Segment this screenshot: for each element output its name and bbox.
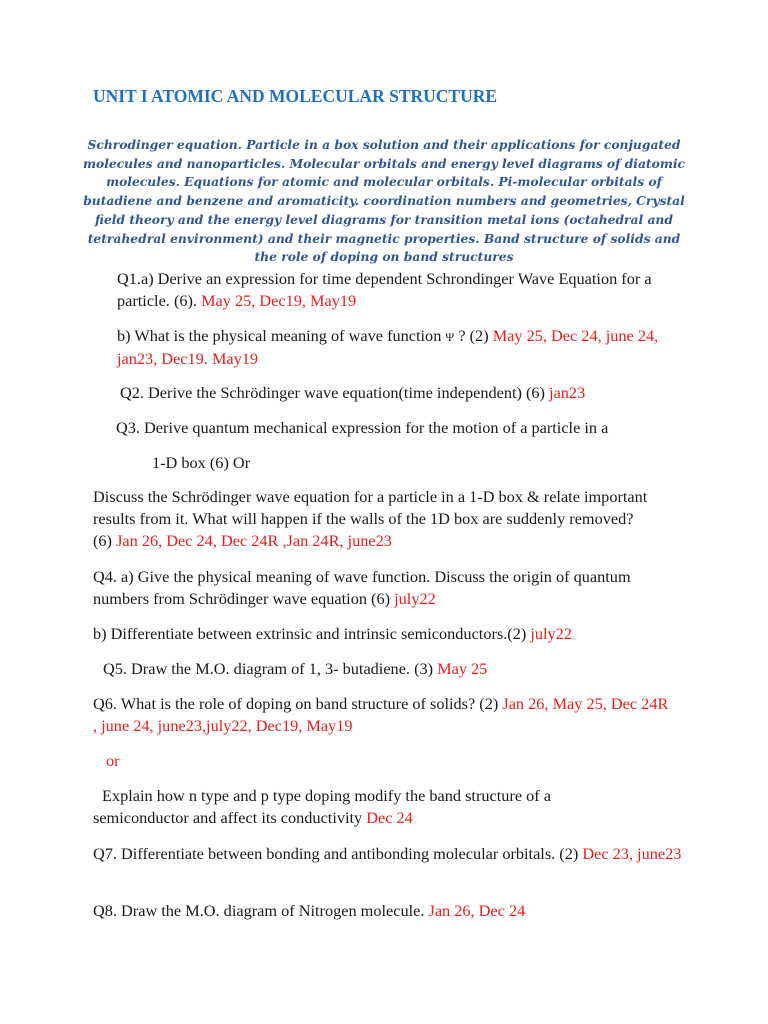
question-q1b	[117, 325, 687, 370]
question-text: Q4. a) Give the physical meaning of wave function. Discuss the origin of quantum numbers from Schrödinger wave equation (6)	[93, 567, 631, 608]
question-text: Q8. Draw the M.O. diagram of Nitrogen molecule.	[93, 901, 429, 920]
psi-symbol: Ψ	[445, 330, 455, 344]
question-text: Q7. Differentiate between bonding and antibonding molecular orbitals. (2)	[93, 844, 583, 863]
question-q3-alternative	[93, 486, 653, 552]
question-text: 1-D box (6) Or	[152, 453, 251, 472]
exam-dates: july22	[530, 624, 572, 643]
exam-dates: May 25, Dec19, May19	[201, 291, 357, 310]
exam-dates: Jan 26, May 25, Dec 24R , june 24, june23,july22, Dec19, May19	[93, 694, 669, 735]
question-q4b	[93, 623, 713, 645]
question-q6-alternative	[93, 785, 633, 829]
exam-dates: May 25, Dec 24, june 24, jan23, Dec19. May19	[117, 326, 659, 368]
question-q4a	[93, 566, 653, 610]
unit-title: UNIT I ATOMIC AND MOLECULAR STRUCTURE	[93, 86, 498, 106]
question-q8	[93, 900, 693, 922]
question-q1a	[117, 268, 657, 312]
question-q3	[116, 417, 716, 439]
question-text: Q2. Derive the Schrödinger wave equation(time independent) (6)	[120, 383, 550, 402]
or-separator: or	[106, 751, 120, 770]
syllabus-paragraph: Schrodinger equation. Particle in a box solution and their applications for conjugated molecules and nanoparticles. Molecular orbitals and energy level diagrams of diatomic molecules. Equations for atomic and molecular orbitals. Pi-molecular orbitals of butadiene and benzene and aromaticity. coordination numbers and geometries, Crystal field theory and the energy level diagrams for transition metal ions (octahedral and tetrahedral environment) and their magnetic properties. Band structure of solids and the role of doping on band structures	[82, 137, 685, 265]
question-q6	[93, 693, 673, 737]
exam-dates: May 25	[437, 659, 488, 678]
exam-dates: Dec 23, june23	[582, 844, 682, 863]
question-q5	[103, 658, 703, 680]
exam-dates: Dec 24	[366, 808, 413, 827]
question-text: ? (2)	[454, 326, 493, 345]
question-q7	[93, 843, 683, 865]
question-text: b) What is the physical meaning of wave function	[117, 326, 446, 345]
exam-dates: Jan 26, Dec 24, Dec 24R ,Jan 24R, june23	[116, 531, 392, 550]
exam-dates: jan23	[549, 383, 586, 402]
question-text: b) Differentiate between extrinsic and intrinsic semiconductors.(2)	[93, 624, 531, 643]
question-q3-line2	[152, 452, 452, 474]
exam-dates: Jan 26, Dec 24	[428, 901, 526, 920]
question-text: Q6. What is the role of doping on band structure of solids? (2)	[93, 694, 503, 713]
question-text: Q1.a) Derive an expression for time dependent Schrondinger Wave Equation for a particle. (6).	[117, 269, 652, 310]
question-text: Discuss the Schrödinger wave equation for a particle in a 1-D box & relate important results from it. What will happen if the walls of the 1D box are suddenly removed? (6)	[93, 487, 648, 550]
question-text: Q3. Derive quantum mechanical expression for the motion of a particle in a	[116, 418, 609, 437]
question-text: Q5. Draw the M.O. diagram of 1, 3- butadiene. (3)	[103, 659, 438, 678]
question-text: Explain how n type and p type doping modify the band structure of a semiconductor and affect its conductivity	[93, 786, 551, 827]
question-q2	[120, 382, 700, 404]
exam-dates: july22	[394, 589, 436, 608]
